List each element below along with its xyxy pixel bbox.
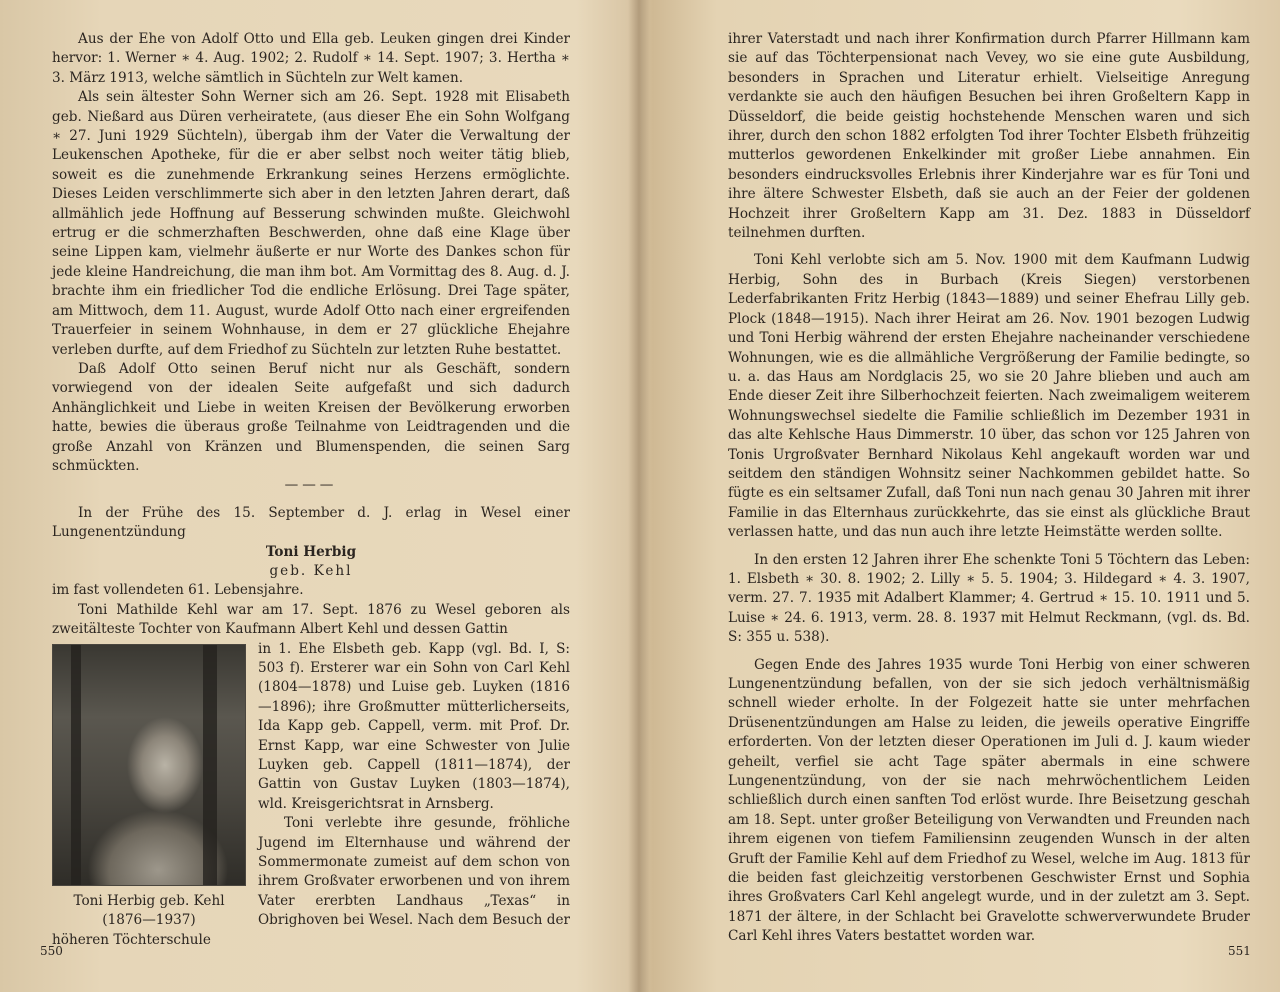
- book-gutter: [628, 0, 650, 992]
- obituary-name-heading: Toni Herbig: [265, 543, 357, 560]
- section-divider: ———: [284, 477, 338, 494]
- paragraph: In den ersten 12 Jahren ihrer Ehe schenkte Toni 5 Töchtern das Leben: 1. Elsbeth ∗ 30. 8. 1902; 2. Lilly ∗ 5. 5. 1904; 3. Hildegard ∗ 4. 3. 1907, verm. 27. 7. 1935 mit Adalbert Klammer; 4. Gertrud ∗ 15. 10. 1911 und 5. Luise ∗ 24. 6. 1913, verm. 28. 8. 1937 mit Helmut Reckmann, (vgl. ds. Bd. S: 355 u. 538).: [728, 551, 1250, 646]
- page-number-right: 551: [1228, 944, 1251, 958]
- paragraph: Aus der Ehe von Adolf Otto und Ella geb. Leuken gingen drei Kinder hervor: 1. Werner ∗ 4. Aug. 1902; 2. Rudolf ∗ 14. Sept. 1907; 3. Hertha ∗ 3. März 1913, welche sämtlich in Süchteln zur Welt kamen.: [52, 31, 570, 86]
- paragraph: ihrer Vaterstadt und nach ihrer Konfirmation durch Pfarrer Hillmann kam sie auf das Töchterpensionat nach Vevey, wo sie eine gute Ausbildung, besonders in Sprachen und Literatur erhielt. Vielseitige Anregung verdankte sie auch den häufigen Besuchen bei ihren Großeltern Kapp in Düsseldorf, die beide geistig hochstehende Menschen waren und sich ihrer, durch den schon 1882 erfolgten Tod ihrer Tochter Elsbeth frühzeitig mutterlos gewordenen Enkelkinder mit großer Liebe annahmen. Ein besonders eindrucksvolles Erlebnis ihrer Kinderjahre war es für Toni und ihre ältere Schwester Elsbeth, daß sie auch an der Feier der goldenen Hochzeit ihrer Großeltern Kapp am 31. Dez. 1883 in Düsseldorf teilnehmen durften.: [728, 31, 1250, 242]
- age-line: im fast vollendeten 61. Lebensjahre.: [52, 582, 304, 599]
- paragraph: in 1. Ehe Elsbeth geb. Kapp (vgl. Bd. I, S: 503 f). Ersterer war ein Sohn von Carl Kehl (1804—1878) und Luise geb. Luyken (1816—1896); ihre Großmutter mütterlicherseits, Ida Kapp geb. Cappell, verm. mit Prof. Dr. Ernst Kapp, war eine Schwester von Julie Luyken geb. Cappell (1811—1874), der Gattin von Gustav Luyken (1803—1874), wld. Kreisgerichtsrat in Arnsberg.: [258, 640, 570, 812]
- paragraph: Toni verlebte ihre gesunde, fröhliche Jugend im Elternhause und während der Sommermonate zumeist auf dem schon von ihrem Großvater erworbenen und von ihrem Vater ererbten Landhaus „Texas“ in Obrighoven bei Wesel. Nach dem Besuch der höheren Töchterschule: [52, 815, 570, 948]
- photo-caption-dates: (1876—1937): [102, 911, 196, 928]
- portrait-figure: [52, 644, 246, 930]
- page-number-left: 550: [40, 944, 63, 958]
- paragraph: Toni Kehl verlobte sich am 5. Nov. 1900 mit dem Kaufmann Ludwig Herbig, Sohn des in Burbach (Kreis Siegen) verstorbenen Lederfabrikanten Fritz Herbig (1843—1889) und seiner Ehefrau Lilly geb. Plock (1848—1915). Nach ihrer Heirat am 26. Nov. 1901 bezogen Ludwig und Toni Herbig während der ersten Ehejahre nacheinander verschiedene Wohnungen, wie es die allmähliche Vergrößerung der Familie bedingte, so u. a. das Haus am Nordglacis 25, wo sie 20 Jahre blieben und auch am Ende dieser Zeit ihre Silberhochzeit feierten. Nach zweimaligem weiterem Wohnungswechsel siedelte die Familie schließlich im Dezember 1931 in das alte Kehlsche Haus Dimmerstr. 10 über, das schon vor 125 Jahren von Tonis Urgroßvater Bernhard Nikolaus Kehl angekauft worden war und seitdem den ständigen Wohnsitz seiner Nachkommen gebildet hatte. So fügte es ein seltsamer Zufall, daß Toni nun nach genau 30 Jahren mit ihrer Familie in das Elternhaus zurückkehrte, das sie einst als glückliche Braut verlassen hatte, und das nun auch ihre letzte Heimstätte werden sollte.: [728, 252, 1250, 541]
- left-page: [52, 30, 570, 950]
- right-page: [728, 30, 1250, 947]
- obituary-maiden-name: geb. Kehl: [269, 562, 353, 579]
- death-notice: In der Frühe des 15. September d. J. erlag in Wesel einer Lungenentzündung: [52, 504, 570, 541]
- paragraph: Toni Mathilde Kehl war am 17. Sept. 1876 zu Wesel geboren als zweitälteste Tochter von Kaufmann Albert Kehl und dessen Gattin: [52, 601, 570, 638]
- portrait-photo: [52, 644, 246, 886]
- paragraph: Daß Adolf Otto seinen Beruf nicht nur als Geschäft, sondern vorwiegend von der idealen Seite aufgefaßt und sich dadurch Anhänglichkeit und Liebe in weiten Kreisen der Bevölkerung erworben hatte, bewies die überaus große Teilnahme von Leidtragenden und die große Anzahl von Kränzen und Blumenspenden, die seinen Sarg schmückten.: [52, 360, 570, 474]
- photo-caption: [52, 892, 246, 930]
- photo-caption-name: Toni Herbig geb. Kehl: [73, 892, 225, 909]
- paragraph: Als sein ältester Sohn Werner sich am 26. Sept. 1928 mit Elisabeth geb. Nießard aus Düren verheiratete, (aus dieser Ehe ein Sohn Wolfgang ∗ 27. Juni 1929 Süchteln), übergab ihm der Vater die Verwaltung der Leukenschen Apotheke, für die er aber selbst noch weiter tätig blieb, soweit es die zunehmende Erkrankung seines Herzens ermöglichte. Dieses Leiden verschlimmerte sich aber in den letzten Jahren derart, daß allmählich jede Hoffnung auf Besserung schwinden mußte. Gleichwohl ertrug er die schmerzhaften Beschwerden, ohne daß eine Klage über seine Lippen kam, vielmehr äußerte er nur Worte des Dankes schon für jede kleine Handreichung, die man ihm bot. Am Vormittag des 8. Aug. d. J. brachte ihm ein friedlicher Tod die endliche Erlösung. Drei Tage später, am Mittwoch, dem 11. August, wurde Adolf Otto nach einer ergreifenden Trauerfeier in seinem Wohnhause, in dem er 27 glückliche Ehejahre verleben durfte, auf dem Friedhof zu Süchteln zur letzten Ruhe bestattet.: [52, 89, 570, 358]
- paragraph: Gegen Ende des Jahres 1935 wurde Toni Herbig von einer schweren Lungenentzündung befallen, von der sie sich jedoch verhältnismäßig schnell wieder erholte. In der Folgezeit hatte sie unter mehrfachen Drüsenentzündungen am Halse zu leiden, die jeweils operative Eingriffe erforderten. Von der letzten dieser Operationen im Juli d. J. kaum wieder geheilt, verfiel sie acht Tage später abermals in eine schwere Lungenentzündung, von der sie nach mehrwöchentlichem Leiden schließlich durch einen sanften Tod erlöst wurde. Ihre Beisetzung geschah am 18. Sept. unter großer Beteiligung von Verwandten und Freunden nach ihrem eigenen von tiefem Familiensinn zeugenden Wunsch in der alten Gruft der Familie Kehl auf dem Friedhof zu Wesel, welche im Aug. 1813 für die beiden fast gleichzeitig verstorbenen Geschwister Ernst und Sophia ihres Großvaters Carl Kehl angelegt wurde, und in der zuletzt am 3. Sept. 1871 der ältere, in der Schlacht bei Gravelotte schwerverwundete Bruder Carl Kehl ihres Vaters bestattet worden war.: [728, 656, 1250, 945]
